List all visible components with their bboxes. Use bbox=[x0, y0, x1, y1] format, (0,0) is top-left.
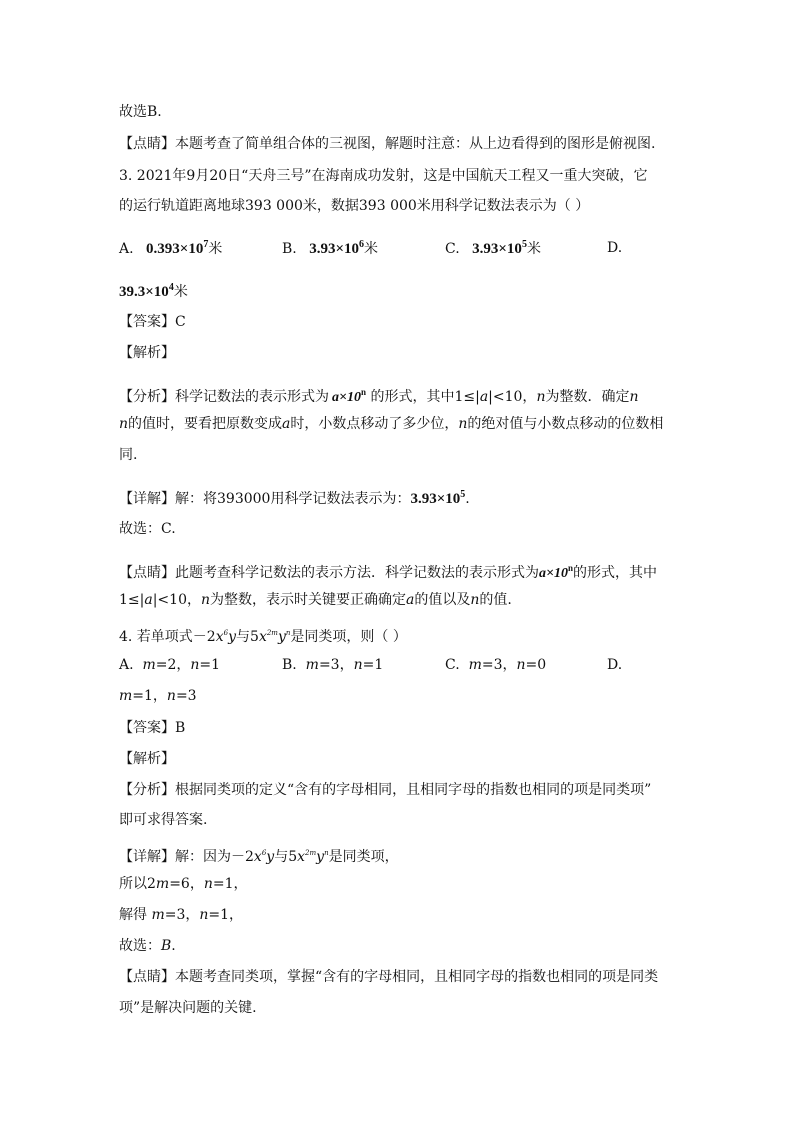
var-n: n bbox=[199, 907, 209, 923]
text-line bbox=[119, 134, 655, 154]
text: |<10， bbox=[488, 389, 537, 405]
math-base: 3.93×10 bbox=[309, 241, 360, 257]
analysis-line-2 bbox=[119, 414, 663, 434]
math-base: a×10 bbox=[539, 566, 568, 581]
text: 同. bbox=[119, 447, 138, 463]
text: =0 bbox=[525, 657, 547, 673]
var-x: x bbox=[215, 629, 224, 645]
math-exponent: n bbox=[324, 849, 329, 857]
var-y: y bbox=[228, 629, 237, 645]
detail-line bbox=[119, 485, 470, 509]
math-base: 3.93×10 bbox=[472, 241, 522, 257]
text: =3， bbox=[318, 657, 354, 673]
text: =1， bbox=[212, 876, 248, 892]
q4-option-d-value bbox=[119, 686, 197, 706]
text: =1， bbox=[132, 688, 167, 704]
math-exponent: n bbox=[360, 387, 366, 397]
math-expr bbox=[410, 491, 465, 507]
analysis-line-1 bbox=[119, 780, 651, 800]
question-3-line-1 bbox=[119, 166, 647, 186]
q4-option-a bbox=[119, 655, 220, 675]
math-exponent: 2m bbox=[305, 849, 317, 857]
option-c bbox=[445, 235, 541, 259]
unit: 米 bbox=[173, 284, 188, 300]
answer-line bbox=[119, 718, 185, 738]
text: =6， bbox=[169, 876, 204, 892]
option-label: B. bbox=[282, 241, 297, 257]
analysis-line-2 bbox=[119, 810, 207, 830]
var-n: n bbox=[190, 657, 200, 673]
option-label: D. bbox=[607, 240, 623, 256]
option-value bbox=[119, 284, 174, 300]
option-d-value bbox=[119, 278, 188, 302]
text: . bbox=[171, 938, 176, 954]
var-a: a bbox=[406, 592, 415, 608]
choice-line bbox=[119, 936, 176, 956]
var-x: x bbox=[297, 849, 306, 865]
q4-option-c bbox=[445, 655, 546, 675]
comment-line-2 bbox=[119, 590, 512, 610]
analysis-heading bbox=[119, 343, 175, 363]
text: =3， bbox=[481, 657, 517, 673]
math-exponent: 6 bbox=[223, 629, 229, 637]
math-base: 39.3×10 bbox=[119, 284, 169, 300]
text: 的运行轨道距离地球393 000米，数据393 000米用科学记数法表示为（ ） bbox=[119, 198, 590, 214]
text: 的值时，要看把原数变成 bbox=[128, 416, 283, 432]
text: =2， bbox=[155, 657, 191, 673]
option-d bbox=[607, 238, 622, 258]
text: 【解析】 bbox=[119, 751, 175, 767]
text: 【解析】 bbox=[119, 345, 175, 361]
var-a: a bbox=[282, 416, 291, 432]
text: 的绝对值与小数点移动的位数相 bbox=[467, 416, 664, 432]
text: 与5 bbox=[236, 629, 259, 645]
var-n: n bbox=[629, 389, 639, 405]
text: 所以2 bbox=[119, 876, 156, 892]
math-exponent: n bbox=[285, 629, 291, 637]
text: =1 bbox=[362, 657, 384, 673]
option-label: A. bbox=[119, 657, 134, 673]
text: 4. 若单项式－2 bbox=[119, 629, 216, 645]
text: 与5 bbox=[274, 849, 298, 865]
var-a: a bbox=[479, 389, 489, 405]
math-exponent: 2m bbox=[266, 629, 278, 637]
math-exponent: 4 bbox=[168, 282, 174, 293]
var-m: m bbox=[119, 688, 133, 704]
math-expr bbox=[539, 563, 573, 581]
comment-line-1 bbox=[119, 558, 657, 584]
math-exponent: 5 bbox=[521, 239, 527, 250]
choice-letter: B bbox=[161, 938, 172, 954]
text: 即可求得答案. bbox=[119, 812, 208, 828]
var-y: y bbox=[266, 849, 275, 865]
text: 时，小数点移动了多少位， bbox=[290, 416, 459, 432]
solution-line-1 bbox=[119, 874, 248, 894]
text: 【点睛】本题考查同类项，掌握“含有的字母相同，且相同字母的指数也相同的项是同类 bbox=[119, 969, 659, 985]
var-y: y bbox=[277, 629, 286, 645]
text: 解得 bbox=[119, 907, 147, 923]
text: 的值以及 bbox=[414, 592, 471, 608]
var-n: n bbox=[166, 688, 176, 704]
var-m: m bbox=[305, 657, 319, 673]
text: 【答案】C bbox=[119, 314, 186, 330]
text: 【点睛】本题考查了简单组合体的三视图，解题时注意：从上边看得到的图形是俯视图. bbox=[119, 136, 656, 152]
math-exponent: 6 bbox=[261, 849, 267, 857]
var-n: n bbox=[203, 876, 213, 892]
option-label: C. bbox=[445, 657, 460, 673]
analysis-heading bbox=[119, 749, 175, 769]
var-n: n bbox=[536, 389, 546, 405]
text: 【分析】科学记数法的表示形式为 bbox=[119, 389, 329, 405]
text: =1， bbox=[208, 907, 244, 923]
text: 是同类项， bbox=[328, 849, 399, 865]
var-x: x bbox=[258, 629, 267, 645]
var-a: a bbox=[144, 592, 153, 608]
math-exponent: 5 bbox=[460, 489, 466, 500]
option-value bbox=[146, 241, 208, 257]
text: =3 bbox=[175, 688, 197, 704]
math-base: 3.93×10 bbox=[410, 491, 461, 507]
text: 的形式，其中 bbox=[573, 565, 657, 581]
text: 故选： bbox=[119, 938, 161, 954]
text: 项”是解决问题的关键. bbox=[119, 1000, 257, 1016]
analysis-line-3 bbox=[119, 445, 137, 465]
option-label: C. bbox=[445, 241, 460, 257]
option-value bbox=[472, 241, 527, 257]
option-value bbox=[309, 241, 364, 257]
text: 为整数．确定 bbox=[545, 389, 630, 405]
q4-option-b bbox=[282, 655, 383, 675]
var-n: n bbox=[200, 592, 211, 608]
unit: 米 bbox=[208, 241, 223, 257]
comment-line-1 bbox=[119, 967, 658, 987]
text: 为整数，表示时关键要正确确定 bbox=[210, 592, 407, 608]
text: 【分析】根据同类项的定义“含有的字母相同，且相同字母的指数也相同的项是同类项” bbox=[119, 782, 652, 798]
var-m: m bbox=[155, 876, 170, 892]
choice-line bbox=[119, 519, 176, 539]
question-3-line-2 bbox=[119, 196, 589, 216]
option-label: B. bbox=[282, 657, 297, 673]
text: =3， bbox=[164, 907, 200, 923]
solution-line-2 bbox=[119, 905, 243, 925]
answer-line bbox=[119, 312, 186, 332]
text: 的形式，其中1≤| bbox=[366, 389, 480, 405]
text: 【答案】B bbox=[119, 720, 186, 736]
option-label: A. bbox=[119, 241, 134, 257]
math-exponent: n bbox=[567, 563, 573, 573]
comment-line-2 bbox=[119, 998, 257, 1018]
var-n: n bbox=[119, 416, 129, 432]
text: 【详解】解：因为－2 bbox=[119, 849, 254, 865]
var-n: n bbox=[353, 657, 363, 673]
var-n: n bbox=[470, 592, 480, 608]
math-base: 0.393×10 bbox=[146, 241, 204, 257]
var-x: x bbox=[253, 849, 262, 865]
math-expr bbox=[332, 387, 366, 405]
text: 是同类项，则（ ） bbox=[290, 629, 407, 645]
var-m: m bbox=[151, 907, 165, 923]
var-m: m bbox=[468, 657, 482, 673]
question-4 bbox=[119, 623, 407, 647]
unit: 米 bbox=[526, 241, 541, 257]
option-label: D. bbox=[607, 657, 623, 673]
text: =1 bbox=[199, 657, 221, 673]
option-b bbox=[282, 235, 378, 259]
math-base: a×10 bbox=[332, 390, 361, 405]
detail-line bbox=[119, 843, 399, 867]
q4-option-d bbox=[607, 655, 622, 675]
var-y: y bbox=[316, 849, 325, 865]
text-line bbox=[119, 102, 162, 122]
var-n: n bbox=[458, 416, 468, 432]
text: 的值. bbox=[479, 592, 512, 608]
var-n: n bbox=[516, 657, 526, 673]
text: 故选B. bbox=[119, 104, 162, 120]
text: 【点睛】此题考查科学记数法的表示方法．科学记数法的表示形式为 bbox=[119, 565, 539, 581]
unit: 米 bbox=[364, 241, 379, 257]
math-exponent: 7 bbox=[203, 239, 209, 250]
text: 1≤| bbox=[119, 592, 145, 608]
math-exponent: 6 bbox=[359, 239, 365, 250]
text: 故选：C. bbox=[119, 521, 176, 537]
analysis-line-1 bbox=[119, 382, 639, 408]
var-m: m bbox=[142, 657, 156, 673]
text: . bbox=[465, 491, 470, 507]
text: 3. 2021年9月20日“天舟三号”在海南成功发射，这是中国航天工程又一重大突破，它 bbox=[119, 168, 648, 184]
text: |<10， bbox=[152, 592, 201, 608]
option-a bbox=[119, 235, 222, 259]
text: 【详解】解：将393000用科学记数法表示为： bbox=[119, 491, 411, 507]
